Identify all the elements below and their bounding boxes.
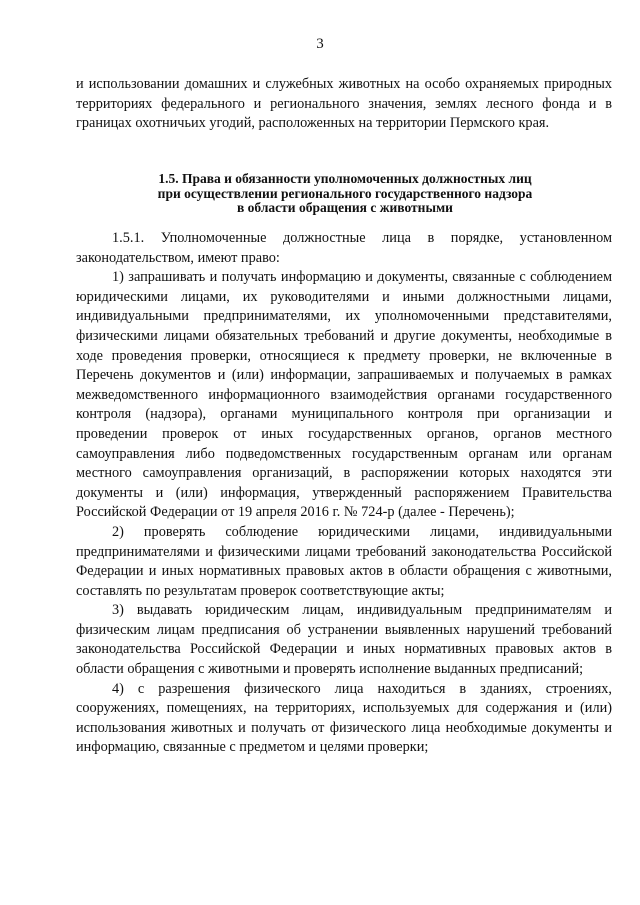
list-item-4: 4) с разрешения физического лица находиться в зданиях, строениях, сооружениях, помещениях, на территориях, используемых для содержания и (или) использования животных и получать от физического лица необходимые документы и информацию, связанные с предметом и целями проверки; xyxy=(76,680,612,756)
list-item-3: 3) выдавать юридическим лицам, индивидуальным предпринимателям и физическим лицам предписания об устранении выявленных нарушений требований законодательства Российской Федерации и иных нормативных правовых актов в области обращения с животными и проверять исполнение выданных предписаний; xyxy=(76,602,612,678)
section-heading-line: при осуществлении регионального государственного надзора xyxy=(157,185,533,201)
section-heading-line: 1.5. Права и обязанности уполномоченных должностных лиц xyxy=(158,171,532,186)
page-number: 3 xyxy=(316,36,324,52)
intro-paragraph: и использовании домашних и служебных животных на особо охраняемых природных территориях федерального и регионального значения, землях лесного фонда и в границах охотничьих угодий, расположенных на территории Пермского края. xyxy=(76,76,612,132)
list-item-1: 1) запрашивать и получать информацию и документы, связанные с соблюдением юридическими лицами, их руководителями и иными должностными лицами, индивидуальными предпринимателями, их уполномоченными представителями, физическими лицами обязательных требований и другие документы, необходимые в ходе проведения проверки, относящиеся к предмету проверки, не включенные в Перечень документов и (или) информации, запрашиваемых и получаемых в рамках межведомственного информационного взаимодействия органами государственного контроля (надзора), органами муниципального контроля при организации и проведении проверок от иных государственных органов, органов местного самоуправления либо подведомственных государственным органам или органам местного самоуправления организаций, в распоряжении которых находятся эти документы и (или) информация, утвержденный распоряжением Правительства Российской Федерации от 19 апреля 2016 г. № 724-р (далее - Перечень); xyxy=(76,269,612,521)
intro-text-block xyxy=(76,75,612,134)
section-heading-line: в области обращения с животными xyxy=(237,200,453,215)
paragraph-1-5-1: 1.5.1. Уполномоченные должностные лица в порядке, установленном законодательством, имеют право: xyxy=(76,230,612,266)
section-body xyxy=(76,229,612,758)
list-item-2: 2) проверять соблюдение юридическими лицами, индивидуальными предпринимателями и физическими лицами требований законодательства Российской Федерации и иных нормативных правовых актов в области обращения с животными, составлять по результатам проверок соответствующие акты; xyxy=(76,523,612,599)
section-heading xyxy=(110,172,580,216)
